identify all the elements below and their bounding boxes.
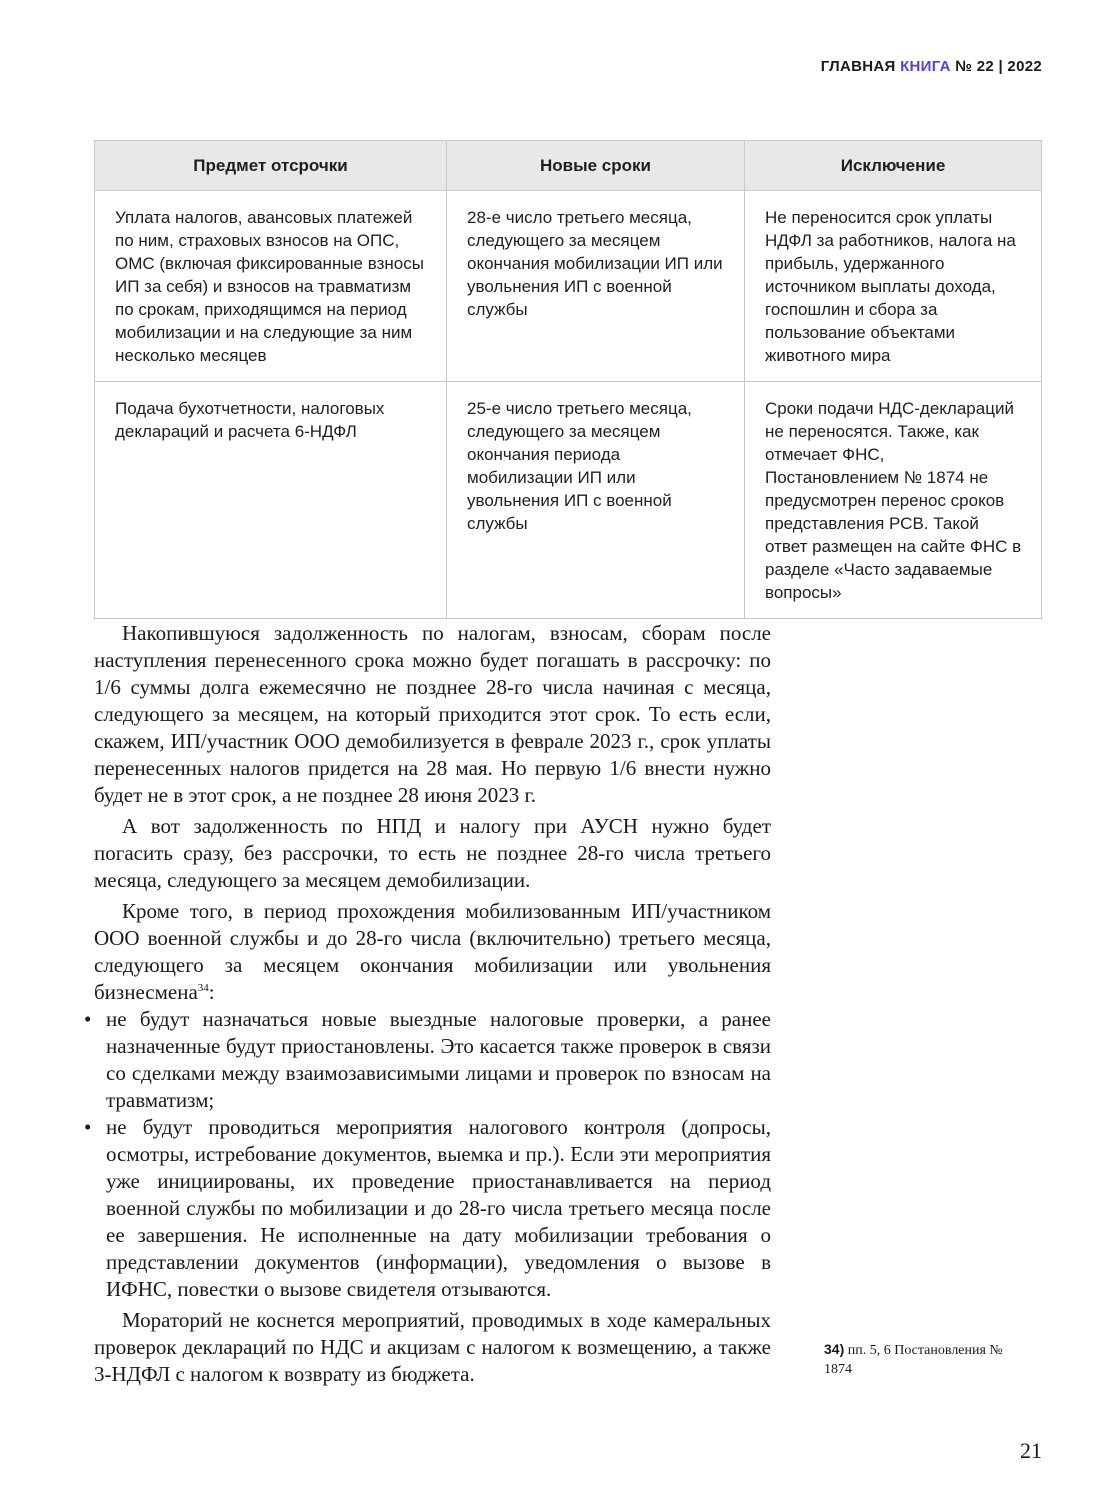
table-row <box>95 191 1042 382</box>
bullet-marker: • <box>84 1007 92 1031</box>
table-cell: 28-е число третьего месяца, следующего за месяцем окончания мобилизации ИП или увольнения ИП с военной службы <box>447 191 745 382</box>
article-body <box>84 620 771 1388</box>
footnote <box>824 1340 1024 1379</box>
deferral-table <box>94 140 1042 619</box>
table-cell: Уплата налогов, авансовых платежей по ним, страховых взносов на ОПС, ОМС (включая фиксированные взносы ИП за себя) и взносов на травматизм по срокам, приходящимся на период мобилизации и на следующие за ним несколько месяцев <box>95 191 447 382</box>
page-header <box>821 58 1042 75</box>
table-header-cell: Предмет отсрочки <box>95 141 447 191</box>
paragraph: А вот задолженность по НПД и налогу при АУСН нужно будет погасить сразу, без рассрочки, то есть не позднее 28-го числа третьего месяца, следующего за месяцем демобилизации. <box>94 814 771 892</box>
table-header-cell: Новые сроки <box>447 141 745 191</box>
footnote-reference: 34 <box>197 982 209 994</box>
magazine-title-part2: КНИГА <box>900 58 951 75</box>
paragraph-punctuation: : <box>208 980 215 1004</box>
bullet-list <box>84 1006 771 1303</box>
table-cell: Сроки подачи НДС-деклараций не переносятся. Также, как отмечает ФНС, Постановлением № 1874 не предусмотрен перенос сроков представления РСВ. Такой ответ размещен на сайте ФНС в разделе «Часто задаваемые вопросы» <box>745 382 1042 619</box>
table-header-cell: Исключение <box>745 141 1042 191</box>
footnote-number: 34) <box>824 1341 845 1357</box>
list-item-text: не будут назначаться новые выездные налоговые проверки, а ранее назначенные будут приостановлены. Это касается также проверок в связи со сделками между взаимозависимыми лицами и проверок по взносам на травматизм; <box>106 1007 771 1112</box>
paragraph: Мораторий не коснется мероприятий, проводимых в ходе камеральных проверок деклараций по НДС и акцизам с налогом к возмещению, а также 3-НДФЛ с налогом к возврату из бюджета. <box>94 1308 771 1386</box>
table-cell: 25-е число третьего месяца, следующего за месяцем окончания периода мобилизации ИП или увольнения ИП с военной службы <box>447 382 745 619</box>
table-cell: Подача бухотчетности, налоговых деклараций и расчета 6-НДФЛ <box>95 382 447 619</box>
table-row <box>95 382 1042 619</box>
list-item <box>84 1114 771 1303</box>
table-header-row <box>95 141 1042 191</box>
paragraph <box>94 898 771 1006</box>
magazine-title-part1: ГЛАВНАЯ <box>820 58 896 75</box>
bullet-marker: • <box>84 1115 92 1139</box>
paragraph: Накопившуюся задолженность по налогам, взносам, сборам после наступления перенесенного срока можно будет погашать в рассрочку: по 1/6 суммы долга ежемесячно не позднее 28-го числа начиная с месяца, следующего за месяцем, на который приходится этот срок. То есть если, скажем, ИП/участник ООО демобилизуется в феврале 2023 г., срок уплаты перенесенных налогов придется на 28 мая. Но первую 1/6 внести нужно будет не в этот срок, а не позднее 28 июня 2023 г. <box>94 621 771 807</box>
page-number: 21 <box>1020 1438 1042 1463</box>
list-item-text: не будут проводиться мероприятия налогового контроля (допросы, осмотры, истребование документов, выемка и пр.). Если эти мероприятия уже инициированы, их проведение приостанавливается на период военной службы по мобилизации и до 28-го числа третьего месяца после ее завершения. Не исполненные на дату мобилизации требования о представлении документов (информации), уведомления о вызове в ИФНС, повестки о вызове свидетеля отзываются. <box>106 1115 771 1301</box>
table-cell: Не переносится срок уплаты НДФЛ за работников, налога на прибыль, удержанного источником выплаты дохода, госпошлин и сбора за пользование объектами животного мира <box>745 191 1042 382</box>
footnote-text: пп. 5, 6 Постановления № 1874 <box>824 1343 1003 1377</box>
list-item <box>84 1006 771 1114</box>
paragraph-text: Кроме того, в период прохождения мобилизованным ИП/участником ООО военной службы и до 28-го числа (включительно) третьего месяца, следующего за месяцем окончания мобилизации или увольнения бизнесмена <box>94 899 771 1004</box>
issue-number: № 22 | 2022 <box>955 58 1042 75</box>
